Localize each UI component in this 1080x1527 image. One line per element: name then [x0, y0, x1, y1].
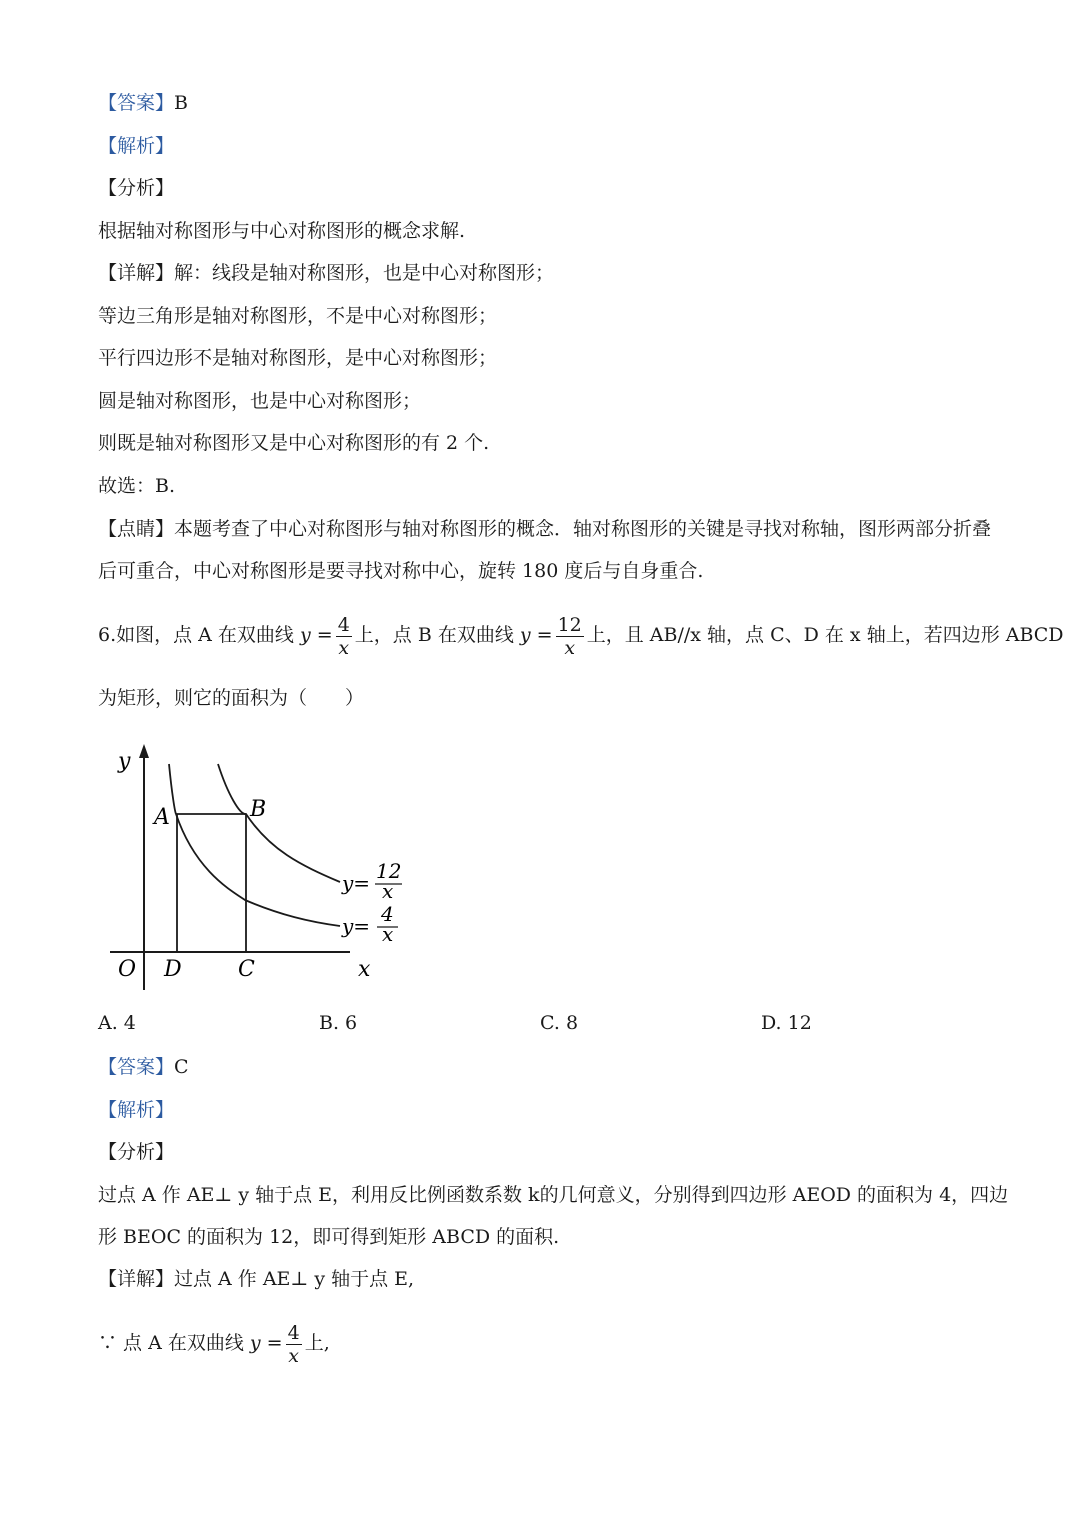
- question-6-stem-line2: 为矩形，则它的面积为（ ）: [98, 687, 365, 709]
- detail-line: 【详解】解：线段是轴对称图形，也是中心对称图形；: [98, 262, 555, 284]
- fraction-denominator: x: [338, 636, 350, 659]
- label-a: A: [154, 805, 170, 830]
- answer-line: [98, 90, 188, 116]
- curve1-prefix: y=: [342, 871, 371, 895]
- fraction-4-over-x: [336, 614, 352, 659]
- fraction-12-over-x: [556, 614, 584, 659]
- fraction-numerator: 4: [337, 613, 350, 636]
- option-d[interactable]: D. 12: [761, 1012, 812, 1034]
- detail-line: 等边三角形是轴对称图形，不是中心对称图形；: [98, 305, 498, 327]
- detail-line: 则既是轴对称图形又是中心对称图形的有 2 个.: [98, 432, 490, 454]
- question-text: 6.如图，点 A 在双曲线: [98, 624, 294, 646]
- option-c[interactable]: C. 8: [540, 1012, 579, 1034]
- detail-line: 圆是轴对称图形，也是中心对称图形；: [98, 390, 422, 412]
- dianjing-line: 【点睛】本题考查了中心对称图形与轴对称图形的概念．轴对称图形的关键是寻找对称轴，图形两部分折叠: [98, 518, 992, 540]
- detail-line: 平行四边形不是轴对称图形，是中心对称图形；: [98, 347, 498, 369]
- answer-value: B: [174, 92, 188, 114]
- fraction-numerator: 12: [557, 613, 582, 636]
- label-b: B: [250, 797, 267, 822]
- detail-text: ∵ 点 A 在双曲线: [98, 1332, 244, 1354]
- label-c: C: [238, 957, 255, 982]
- q6-fenxi-tag: 【分析】: [98, 1141, 175, 1163]
- equation-y: y =: [249, 1332, 283, 1354]
- label-y: y: [118, 749, 131, 774]
- answer-tag: 【答案】: [98, 1056, 175, 1078]
- fenxi-text: 根据轴对称图形与中心对称图形的概念求解.: [98, 220, 466, 242]
- analysis-tag: 【解析】: [98, 135, 175, 157]
- hyperbola-figure: [100, 740, 420, 1000]
- y-axis-arrow: [139, 744, 149, 758]
- q6-detail-line2: [98, 1318, 330, 1368]
- label-d: D: [164, 957, 182, 982]
- fraction-denominator: x: [288, 1344, 299, 1367]
- q6-detail-line: 【详解】过点 A 作 AE⊥ y 轴于点 E,: [98, 1268, 415, 1290]
- fraction-denominator: x: [564, 636, 576, 659]
- option-a[interactable]: A. 4: [98, 1012, 136, 1034]
- question-6-stem: [98, 610, 1064, 660]
- q6-answer-line: [98, 1054, 189, 1080]
- q6-analysis-tag: 【解析】: [98, 1099, 175, 1121]
- curve2-den: x: [382, 922, 394, 946]
- label-x: x: [358, 957, 371, 982]
- fraction-4-over-x: [286, 1322, 302, 1367]
- q6-fenxi-line: 过点 A 作 AE⊥ y 轴于点 E，利用反比例函数系数 k的几何意义，分别得到四边形 AEOD 的面积为 4，四边: [98, 1184, 1009, 1206]
- answer-value: C: [174, 1056, 189, 1078]
- curve1-den: x: [382, 879, 394, 903]
- curve2-prefix: y=: [342, 914, 371, 938]
- curve-y-4-over-x: [169, 764, 340, 926]
- label-o: O: [118, 957, 137, 982]
- question-text: 上，且 AB//x 轴，点 C、D 在 x 轴上，若四边形 ABCD: [586, 624, 1064, 646]
- detail-line: 故选：B.: [98, 475, 176, 497]
- fenxi-tag: 【分析】: [98, 177, 175, 199]
- fraction-numerator: 4: [287, 1321, 300, 1344]
- question-text: 上，点 B 在双曲线: [354, 624, 514, 646]
- curve2-num: 4: [381, 902, 394, 926]
- option-b[interactable]: B. 6: [319, 1012, 358, 1034]
- curve1-num: 12: [376, 859, 402, 883]
- answer-tag: 【答案】: [98, 92, 175, 114]
- curve-y-12-over-x: [218, 764, 340, 882]
- equation-y: y =: [519, 624, 553, 646]
- detail-text: 上,: [304, 1332, 330, 1354]
- equation-y: y =: [299, 624, 333, 646]
- q6-fenxi-line: 形 BEOC 的面积为 12，即可得到矩形 ABCD 的面积.: [98, 1226, 560, 1248]
- dianjing-line: 后可重合，中心对称图形是要寻找对称中心，旋转 180 度后与自身重合.: [98, 560, 704, 582]
